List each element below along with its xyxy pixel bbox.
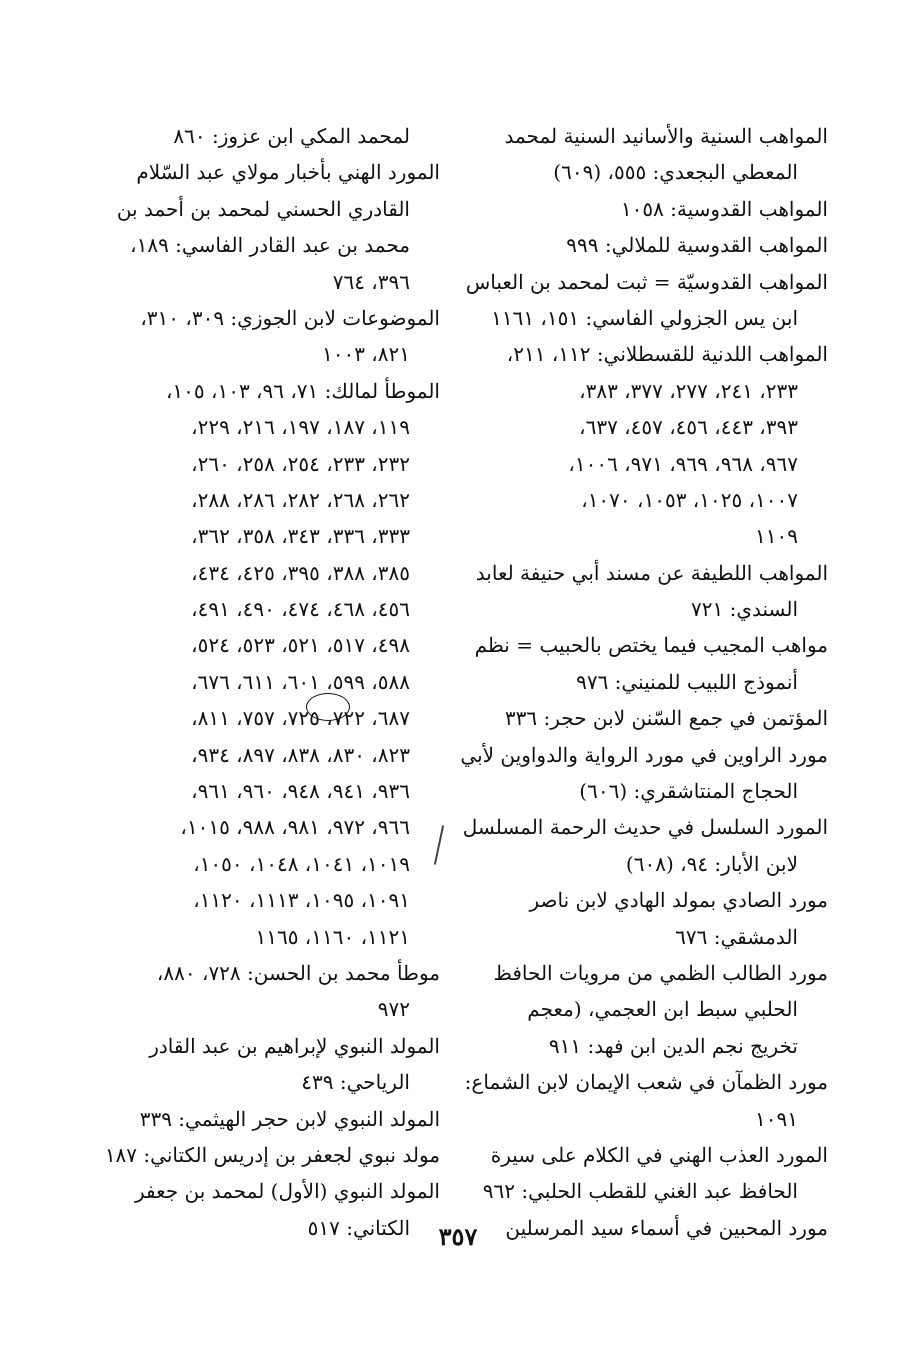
index-line: ٢٣٢، ٢٣٣، ٢٥٤، ٢٥٨، ٢٦٠، [191,451,410,476]
index-line: المعطي البجعدي: ٥٥٥، (٦٠٩) [553,160,798,185]
index-line: المولد النبوي لابن حجر الهيثمي: ٣٣٩ [139,1106,440,1131]
index-line: ٢٣٣، ٢٤١، ٢٧٧، ٣٧٧، ٣٨٣، [579,378,798,403]
index-line: ٨٢١، ١٠٠٣ [321,342,410,367]
index-column-right [458,118,828,1246]
index-line: ٩٧٢ [377,997,410,1022]
index-line: ١١٠٩ [755,524,798,549]
index-line: ١٠٩١ [755,1106,798,1131]
index-line: المواهب القدوسيّة = ثبت لمحمد بن العباس [465,269,828,294]
index-line: المواهب القدوسية للملالي: ٩٩٩ [566,233,828,258]
index-line: الحافظ عبد الغني للقطب الحلبي: ٩٦٢ [482,1179,798,1204]
index-line: ٣٩٦، ٧٦٤ [332,269,410,294]
index-line: المورد الهني بأخبار مولاي عبد السّلام [136,160,440,185]
index-line: الدمشقي: ٦٧٦ [675,924,798,949]
index-line: ٥٨٨، ٥٩٩، ٦٠١، ٦١١، ٦٧٦، [191,669,410,694]
index-line: ١٠١٩، ١٠٤١، ١٠٤٨، ١٠٥٠، [193,851,410,876]
index-line: مواهب المجيب فيما يختص بالحبيب = نظم [474,633,828,658]
index-line: المواهب القدوسية: ١٠٥٨ [620,196,828,221]
index-line: المواهب اللدنية للقسطلاني: ١١٢، ٢١١، [506,342,828,367]
index-line: ١١٢١، ١١٦٠، ١١٦٥ [255,924,410,949]
index-line: الحجاج المنتاشقري: (٦٠٦) [579,779,798,804]
index-line: تخريج نجم الدين ابن فهد: ٩١١ [548,1033,798,1058]
index-line: الموطأ لمالك: ٧١، ٩٦، ١٠٣، ١٠٥، [165,378,440,403]
index-line: ٤٩٨، ٥١٧، ٥٢١، ٥٢٣، ٥٢٤، [191,633,410,658]
index-line: ١٠٠٧، ١٠٢٥، ١٠٥٣، ١٠٧٠، [581,487,798,512]
index-line: الموضوعات لابن الجوزي: ٣٠٩، ٣١٠، [140,305,440,330]
index-line: مورد المحبين في أسماء سيد المرسلين [505,1215,828,1240]
index-line: المواهب السنية والأسانيد السنية لمحمد [504,124,828,148]
index-line: ٨٢٣، ٨٣٠، ٨٣٨، ٨٩٧، ٩٣٤، [191,742,410,767]
index-line: ٦٨٧، ٧٢٢، ٧٢٥، ٧٥٧، ٨١١، [191,706,410,731]
index-line: المؤتمن في جمع السّنن لابن حجر: ٣٣٦ [504,706,828,731]
index-line: مولد نبوي لجعفر بن إدريس الكتاني: ١٨٧ [104,1142,440,1167]
index-line: ٩٦٧، ٩٦٨، ٩٦٩، ٩٧١، ١٠٠٦، [568,451,798,476]
index-line: ١١٩، ١٨٧، ١٩٧، ٢١٦، ٢٢٩، [191,415,410,440]
index-line: السندي: ٧٢١ [690,597,798,622]
index-line: القادري الحسني لمحمد بن أحمد بن [116,196,410,221]
index-line: لمحمد المكي ابن عزوز: ٨٦٠ [173,124,410,148]
index-line: ٣٨٥، ٣٨٨، ٣٩٥، ٤٢٥، ٤٣٤، [191,560,410,585]
index-line: مورد الصادي بمولد الهادي لابن ناصر [529,888,828,913]
index-line: ١٠٩١، ١٠٩٥، ١١١٣، ١١٢٠، [193,888,410,913]
index-line: ٢٦٢، ٢٦٨، ٢٨٢، ٢٨٦، ٢٨٨، [191,487,410,512]
index-line: ٣٣٣، ٣٣٦، ٣٤٣، ٣٥٨، ٣٦٢، [191,524,410,549]
index-line: محمد بن عبد القادر الفاسي: ١٨٩، [130,233,410,258]
index-line: لابن الأبار: ٩٤، (٦٠٨) [625,851,798,876]
index-line: المورد العذب الهني في الكلام على سيرة [490,1142,828,1167]
index-line: المورد السلسل في حديث الرحمة المسلسل [462,815,828,840]
index-line: ٩٣٦، ٩٤١، ٩٤٨، ٩٦٠، ٩٦١، [191,779,410,804]
index-line: مورد الظمآن في شعب الإيمان لابن الشماع: [464,1070,828,1095]
index-line: المولد النبوي (الأول) لمحمد بن جعفر [135,1179,440,1204]
index-line: المولد النبوي لإبراهيم بن عبد القادر [149,1033,440,1058]
index-line: ٩٦٦، ٩٧٢، ٩٨١، ٩٨٨، ١٠١٥، [180,815,410,840]
index-line: مورد الطالب الظمي من مرويات الحافظ [493,960,828,985]
index-line: المواهب اللطيفة عن مسند أبي حنيفة لعابد [475,560,828,585]
index-line: موطأ محمد بن الحسن: ٧٢٨، ٨٨٠، [156,960,440,985]
index-line: مورد الراوين في مورد الرواية والدواوين لأبي [460,742,828,767]
index-line: الكتاني: ٥١٧ [307,1215,410,1240]
handwritten-circle-mark [306,693,350,721]
index-line: الحلبي سبط ابن العجمي، (معجم [527,997,798,1022]
index-line: ٤٥٦، ٤٦٨، ٤٧٤، ٤٩٠، ٤٩١، [191,597,410,622]
page-number: ٣٥٧ [438,1222,478,1251]
index-line: ٣٩٣، ٤٤٣، ٤٥٦، ٤٥٧، ٦٣٧، [579,415,798,440]
index-line: الرياحي: ٤٣٩ [301,1070,410,1095]
index-line: ابن يس الجزولي الفاسي: ١٥١، ١١٦١ [491,305,798,330]
index-line: أنموذج اللبيب للمنيني: ٩٧٦ [576,669,798,694]
index-column-left [70,118,440,1246]
